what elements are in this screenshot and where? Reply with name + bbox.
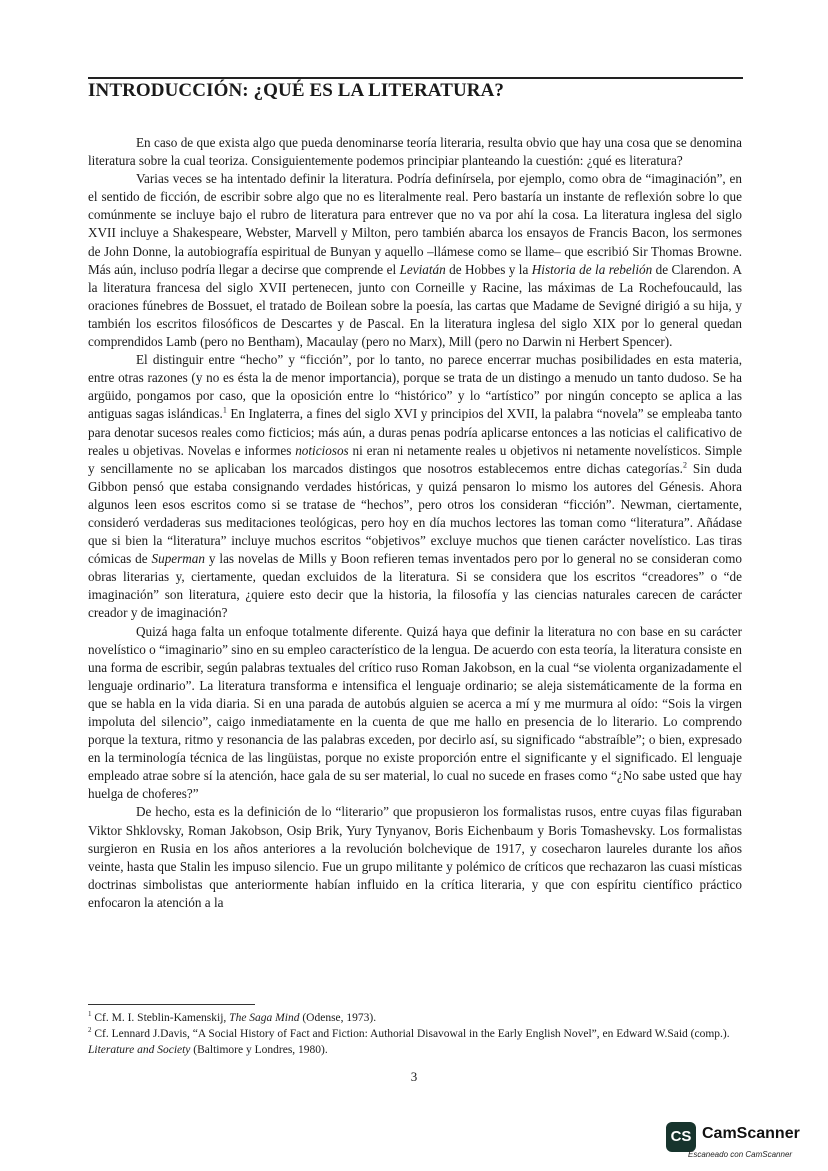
footnote-rule: [88, 1004, 255, 1005]
footnote-2: $^2$ Cf. Lennard J.Davis, “A Social History of Fact and Fiction: Authorial Disavowal in the Early English Novel”, en Edward W.Said (comp.). Literature and Society (Baltimore y Londres, 1980).: [88, 1026, 730, 1056]
word-noticiosos: noticiosos: [295, 442, 349, 458]
title-historia: Historia de la rebelión: [531, 261, 653, 277]
title-rule: [88, 77, 743, 79]
footnote-ref-2: 2: [682, 460, 687, 470]
paragraph-2: Varias veces se ha intentado definir la literatura. Podría definírsela, por ejemplo, como obra de “imaginación”, en el sentido de ficción, de escribir sobre algo que no es literalmente real. Pero bastaría un instante de reflexión sobre lo que comúnmente se incluye bajo el rubro de literatura para entrever que no va por ahí la cosa. La literatura inglesa del siglo XVII incluye a Shakespeare, Webster, Marvell y Milton, pero también abarca los ensayos de Francis Bacon, los sermones de John Donne, la autobiografía espiritual de Bunyan y aquello –llámese como se llame– que escribió Sir Thomas Browne. Más aún, incluso podría llegar a decirse que comprende el Leviatán de Hobbes y la Historia de la rebelión de Clarendon. A la literatura francesa del siglo XVII pertenecen, junto con Corneille y Racine, las máximas de La Rochefoucauld, las oraciones fúnebres de Bossuet, el tratado de Boilean sobre la poesía, las cartas que Madame de Sevigné dirigió a su hija, y también los escritos filosóficos de Descartes y de Pascal. En la literatura inglesa del siglo XIX por lo general quedan comprendidos Lamb (pero no Bentham), Macaulay (pero no Marx), Mill (pero no Darwin ni Herbert Spencer).: [88, 171, 742, 350]
page-title: INTRODUCCIÓN: ¿QUÉ ES LA LITERATURA?: [88, 80, 505, 101]
camscanner-name: CamScanner: [702, 1125, 800, 1142]
title-superman: Superman: [151, 551, 205, 567]
footnote-ref-1: 1: [222, 406, 227, 416]
footnote-1: $^1$ Cf. M. I. Steblin-Kamenskij, The Saga Mind (Odense, 1973).: [88, 1010, 377, 1024]
camscanner-logo-icon: CS: [666, 1122, 696, 1152]
paragraph-5: De hecho, esta es la definición de lo “literario” que propusieron los formalistas rusos, entre cuyas filas figuraban Viktor Shklovsky, Roman Jakobson, Osip Brik, Yury Tynyanov, Boris Eichenbaum y Boris Tomashevsky. Los formalistas surgieron en Rusia en los años anteriores a la revolución bolchevique de 1917, y cosecharon laureles durante los años veinte, hasta que Stalin les impuso silencio. Fue un grupo militante y polémico de críticos que rechazaron las cuasi místicas doctrinas simbolistas que anteriormente habían influido en la crítica literaria, y que con espíritu científico práctico enfocaron la atención a la: [88, 804, 742, 910]
main-text: [88, 134, 742, 912]
paragraph-3: El distinguir entre “hecho” y “ficción”, por lo tanto, no parece encerrar muchas posibilidades en esta materia, entre otras razones (y no es ésta la de menor importancia), porque se trata de un distingo a menudo un tanto dudoso. Se ha argüido, pongamos por caso, que la oposición entre lo “histórico” y lo “artístico” por ningún concepto se aplica a las antiguas sagas islándicas.$^1$ En Inglaterra, a fines del siglo XVI y principios del XVII, la palabra “novela” se empleaba tanto para denotar sucesos reales como ficticios; más aún, a duras penas podría aplicarse entonces a las noticias el calificativo de reales u objetivas. Novelas e informes noticiosos ni eran ni netamente reales u objetivos ni netamente novelísticos. Simple y sencillamente no se aplicaban los marcados distingos que nosotros establecemos entre dichas categorías.$^2$ Sin duda Gibbon pensó que estaba consignando verdades históricas, y quizá pensaron lo mismo los autores del Génesis. Ahora algunos leen esos escritos como si se tratase de “hechos”, pero otros los consideran “ficción”. Newman, ciertamente, consideró verdaderas sus meditaciones teológicas, pero hoy en día muchos lectores las toman como “literatura”. Añádase que si bien la “literatura” incluye muchos escritos “objetivos” excluye muchos que tienen carácter novelístico. Las tiras cómicas de Superman y las novelas de Mills y Boon refieren temas inventados pero por lo general no se consideran como obras literarias y, ciertamente, quedan excluidos de la literatura. Si se considera que los escritos “creadores” o “de imaginación” son literatura, ¿quiere esto decir que la historia, la filosofía y las ciencias naturales carecen de carácter creador y de imaginación?: [88, 352, 743, 621]
camscanner-tagline: Escaneado con CamScanner: [688, 1150, 793, 1159]
paragraph-1: En caso de que exista algo que pueda denominarse teoría literaria, resulta obvio que hay una cosa que se denomina literatura sobre la cual teoriza. Consiguientemente podemos principiar planteando la cuestión: ¿qué es literatura?: [88, 135, 742, 169]
paragraph-4: Quizá haga falta un enfoque totalmente diferente. Quizá haya que definir la literatura no con base en su carácter novelístico o “imaginario” sino en su empleo característico de la lengua. De acuerdo con esta teoría, la literatura consiste en una forma de escribir, según palabras textuales del crítico ruso Roman Jakobson, en la cual “se violenta organizadamente el lenguaje ordinario”. La literatura transforma e intensifica el lenguaje ordinario; se aleja sistemáticamente de la forma en que se habla en la vida diaria. Si en una parada de autobús alguien se acerca a mí y me murmura al oído: “Sois la virgen impoluta del silencio”, caigo inmediatamente en la cuenta de que me hallo en presencia de lo literario. Lo comprendo porque la textura, ritmo y resonancia de las palabras exceden, por decirlo así, su significado “abstraíble”; o bien, expresado en la terminología técnica de las lingüistas, porque no existe proporción entre el significante y el significado. El lenguaje empleado atrae sobre sí la atención, hace gala de su ser material, lo cual no sucede en frases como “¿No sabe usted que hay huelga de choferes?”: [88, 623, 742, 802]
title-leviatan: Leviatán: [399, 261, 446, 277]
page-number: 3: [410, 1069, 418, 1084]
footnotes: [88, 1010, 742, 1058]
camscanner-watermark: [666, 1120, 816, 1164]
